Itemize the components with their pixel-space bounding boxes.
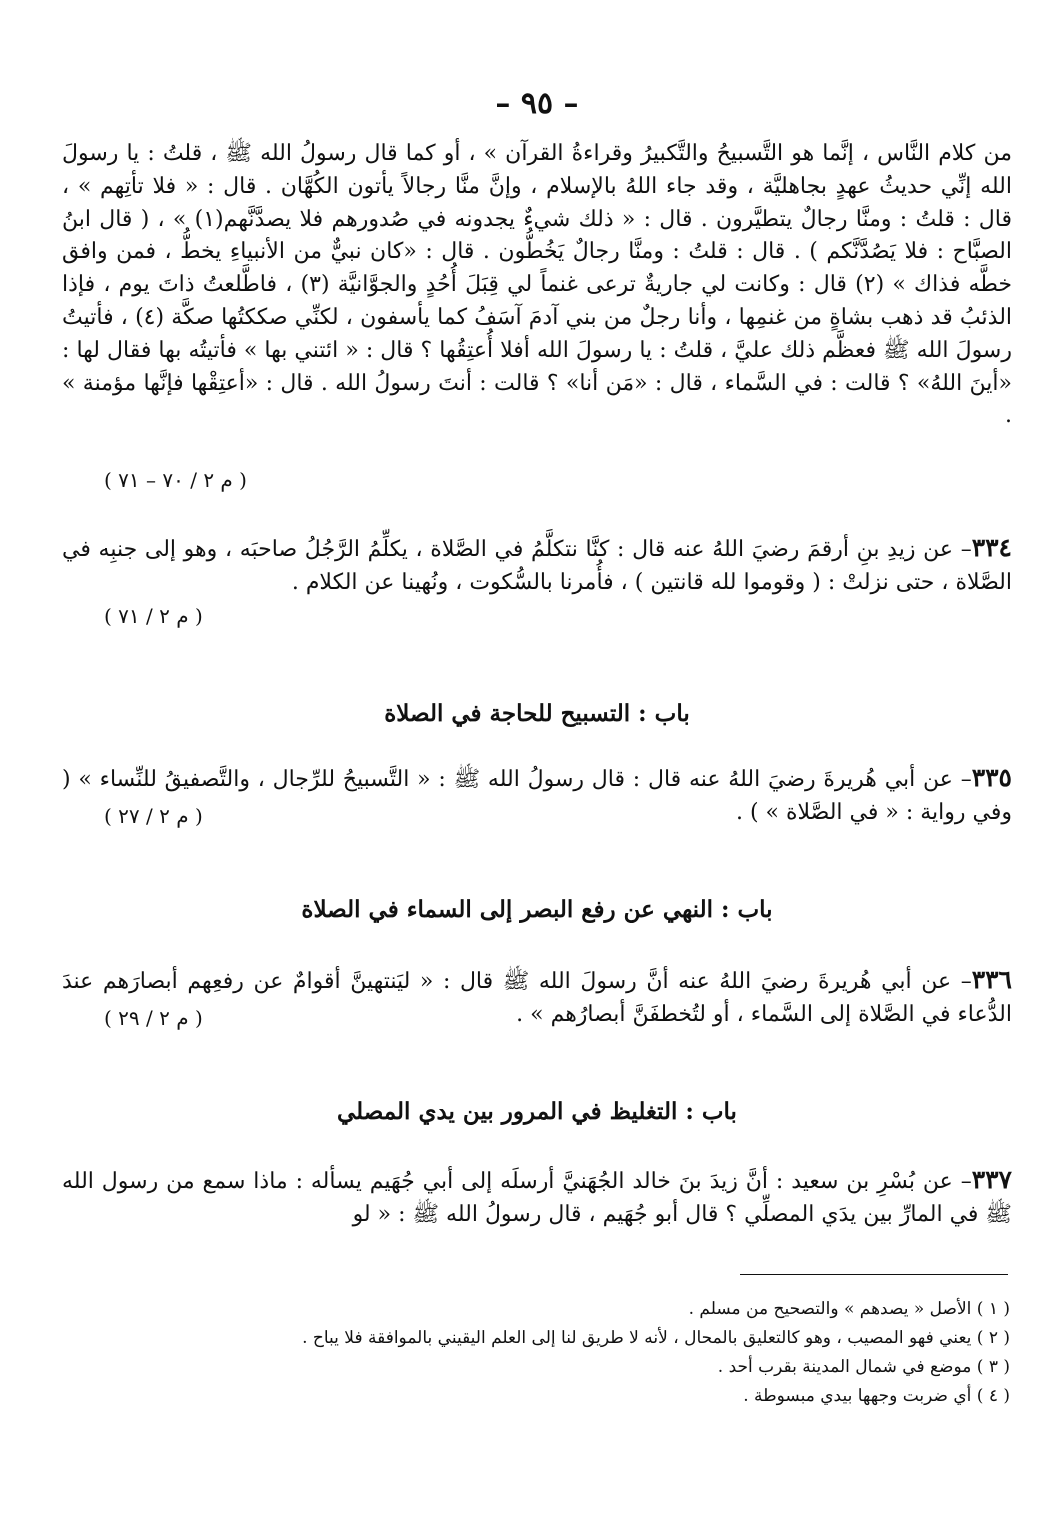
hadith-334 (62, 532, 1012, 600)
footnote-2: ( ٢ ) يعني فهو المصيب ، وهو كالتعليق بالمحال ، لأنه لا طريق لنا إلى العلم اليقيني بالموافقة فلا يباح . (302, 1328, 1010, 1348)
reference-333: ( م ٢ / ٧٠ – ٧١ ) (104, 468, 247, 492)
hadith-337 (62, 1164, 1012, 1232)
hadith-335 (62, 762, 1012, 830)
hadith-number: ٣٣٧ (971, 1165, 1012, 1194)
reference-335: ( م ٢ / ٢٧ ) (104, 804, 203, 828)
footnotes (302, 1295, 1010, 1411)
hadith-number: ٣٣٦ (971, 965, 1012, 994)
hadith-number: ٣٣٥ (971, 763, 1012, 792)
reference-334: ( م ٢ / ٧١ ) (104, 604, 203, 628)
chapter-heading-tasbih: باب : التسبيح للحاجة في الصلاة (384, 700, 690, 727)
hadith-text: – عن بُسْرِ بن سعيد : أنَّ زيدَ بنَ خالد الجُهَنيَّ أرسلَه إلى أبي جُهَيم يسأله : ماذا سمع من رسول الله ﷺ في المارِّ بين يدَي المصلِّي ؟ قال أبو جُهَيم ، قال رسولُ الله ﷺ : « لو (62, 1169, 1012, 1227)
footnote-4: ( ٤ ) أي ضربت وجهها بيدي مبسوطة . (743, 1386, 1010, 1406)
hadith-333-continuation (62, 138, 1012, 433)
chapter-heading-raising-gaze: باب : النهي عن رفع البصر إلى السماء في الصلاة (301, 896, 773, 923)
hadith-number: ٣٣٤ (971, 533, 1012, 562)
footnote-divider (740, 1274, 1008, 1275)
hadith-text: – عن زيدِ بنِ أرقمَ رضيَ اللهُ عنه قال : كنَّا نتكلَّمُ في الصَّلاة ، يكلِّمُ الرَّجُلُ صاحبَه ، وهو إلى جنبِه في الصَّلاة ، حتى نزلتْ : ( وقوموا لله قانتين ) ، فأُمرنا بالسُّكوت ، ونُهينا عن الكلام . (62, 537, 1012, 595)
footnote-1: ( ١ ) الأصل « يصدهم » والتصحيح من مسلم . (688, 1299, 1010, 1319)
page-number: – ٩٥ – (495, 86, 579, 121)
hadith-336 (62, 964, 1012, 1032)
continuation-text: من كلام النَّاس ، إنَّما هو التَّسبيحُ والتَّكبيرُ وقراءةُ القرآن » ، أو كما قال رسولُ الله ﷺ ، قلتُ : يا رسولَ الله إنِّي حديثُ عهدٍ بجاهليَّة ، وقد جاء اللهُ بالإسلام ، وإنَّ منَّا رجالاً يأتون الكُهَّان . قال : « فلا تأتِهم » ، قال : قلتُ : ومنَّا رجالٌ يتطيَّرون . قال : « ذلك شيءٌ يجدونه في صُدورهم فلا يصدَّنَّهم(١) » ، ( قال ابنُ الصبَّاح : فلا يَصُدَّنَّكم ) . قال : قلتُ : ومنَّا رجالٌ يَخُطُّون . قال : «كان نبيٌّ من الأنبياءِ يخطُّ ، فمن وافق خطَّه فذاك » (٢) قال : وكانت لي جاريةٌ ترعى غنماً لي قِبَلَ أُحُدٍ والجوَّانيَّة (٣) ، فاطَّلعتُ ذاتَ يوم ، فإذا الذئبُ قد ذهب بشاةٍ من غنمِها ، وأنا رجلٌ من بني آدمَ آسَفُ كما يأسفون ، لكنِّي صككتُها صكَّة (٤) ، فأتيتُ رسولَ الله ﷺ فعظَّم ذلك عليَّ ، قلتُ : يا رسولَ الله أفلا أُعتِقُها ؟ قال : « ائتني بها » فأتيتُه بها فقال لها : «أينَ اللهُ» ؟ قالت : في السَّماء ، قال : «مَن أنا» ؟ قالت : أنتَ رسولُ الله . قال : «أعتِقْها فإنَّها مؤمنة » . (62, 141, 1013, 429)
chapter-heading-passing-in-front: باب : التغليظ في المرور بين يدي المصلي (337, 1098, 737, 1125)
footnote-3: ( ٣ ) موضع في شمال المدينة بقرب أحد . (717, 1357, 1010, 1377)
hadith-text: – عن أبي هُريرةَ رضيَ اللهُ عنه قال : قال رسولُ الله ﷺ : « التَّسبيحُ للرِّجال ، والتَّصفيقُ للنِّساء » ( وفي رواية : « في الصَّلاة » ) . (62, 767, 1012, 825)
book-page (62, 0, 1012, 1535)
hadith-text: – عن أبي هُريرةَ رضيَ اللهُ عنه أنَّ رسولَ الله ﷺ قال : « ليَنتهينَّ أقوامٌ عن رفعِهم أبصارَهم عندَ الدُّعاء في الصَّلاة إلى السَّماء ، أو لتُخطفَنَّ أبصارُهم » . (62, 969, 1012, 1027)
reference-336: ( م ٢ / ٢٩ ) (104, 1006, 203, 1030)
